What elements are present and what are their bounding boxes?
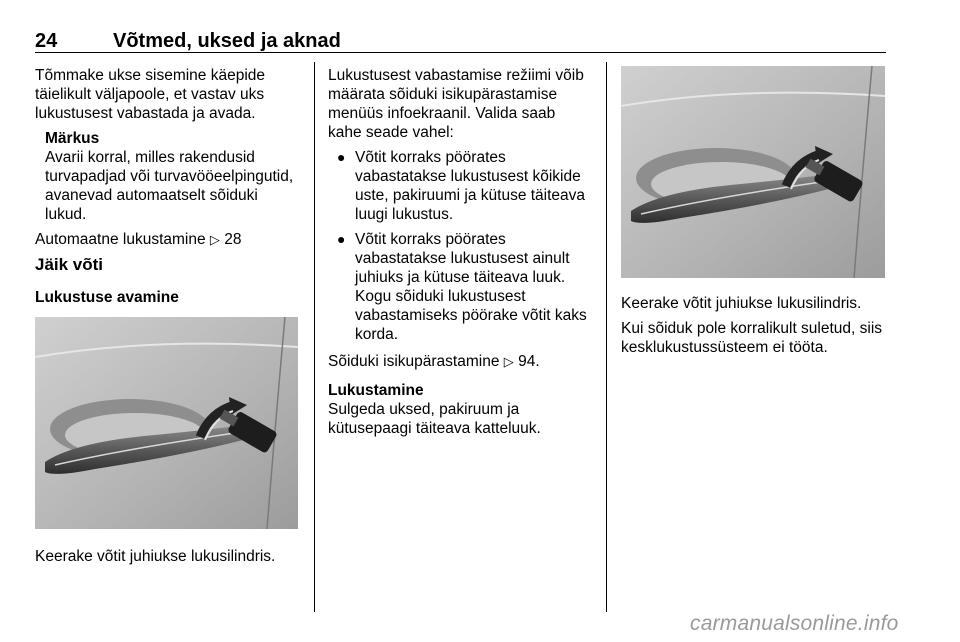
column-3: [621, 66, 887, 363]
lock-paragraph: Sulgeda uksed, pakiruum ja kütusepaagi täiteava katteluuk.: [328, 401, 541, 437]
heading-key: Jäik võti: [35, 255, 104, 274]
unlock-mode-list: [328, 148, 592, 344]
note-box: [35, 129, 303, 224]
page-number: 24: [35, 30, 58, 52]
note-text: Avarii korral, milles rakendusid turvapadjad või turvavööeelpingutid, avanevad automaatselt sõiduki lukud.: [45, 149, 294, 223]
personalisation-page[interactable]: 94.: [518, 353, 540, 370]
personalisation-link-text[interactable]: Sõiduki isikupärastamine: [328, 353, 500, 370]
bullet-dot-icon: ●: [337, 231, 346, 247]
auto-lock-link-text[interactable]: Automaatne lukustamine: [35, 231, 206, 248]
auto-lock-page[interactable]: 28: [224, 231, 242, 248]
personalisation-reference: [328, 352, 592, 371]
figure-caption-2: Keerake võtit juhiukse lukusilindris.: [621, 295, 862, 312]
page-reference-arrow-icon: ▷: [503, 354, 514, 369]
central-locking-paragraph: Kui sõiduk pole korralikult suletud, siis kesklukustussüsteem ei tööta.: [621, 320, 883, 356]
page-header: [35, 30, 886, 50]
intro-paragraph: Tõmmake ukse sisemine käepide täielikult väljapoole, et vastav uks lukustusest vabastada ja avada.: [35, 67, 266, 122]
column-1: [35, 66, 303, 572]
column-2: [328, 66, 592, 444]
column-divider-2: [606, 62, 607, 612]
bullet-dot-icon: ●: [337, 149, 346, 165]
list-item-text: Võtit korraks pöörates vabastatakse lukustusest kõikide uste, pakiruumi ja kütuse täiteava luugi lukustus.: [355, 149, 586, 223]
list-item-text: Võtit korraks pöörates vabastatakse lukustusest ainult juhiuks ja kütuse täiteava luuk. Kogu sõiduki lukustusest vabastamiseks pöörake võtit kaks korda.: [355, 231, 587, 343]
door-handle-key-figure: [35, 317, 298, 529]
auto-lock-reference: [35, 230, 303, 249]
figure-caption-1: Keerake võtit juhiukse lukusilindris.: [35, 548, 276, 565]
watermark: carmanualsonline.info: [690, 612, 899, 635]
page-reference-arrow-icon: ▷: [209, 232, 220, 247]
column-divider-1: [314, 62, 315, 612]
chapter-title: Võtmed, uksed ja aknad: [113, 30, 341, 52]
heading-unlock: Lukustuse avamine: [35, 289, 179, 306]
list-item: [328, 230, 592, 344]
unlock-mode-paragraph: Lukustusest vabastamise režiimi võib määrata sõiduki isikupärastamise menüüs infoekraanil. Valida saab kahe seade vahel:: [328, 67, 584, 141]
note-title: Märkus: [45, 130, 100, 147]
list-item: [328, 148, 592, 224]
door-handle-key-figure: [621, 66, 885, 278]
heading-lock: Lukustamine: [328, 382, 424, 399]
header-rule: [35, 52, 886, 53]
